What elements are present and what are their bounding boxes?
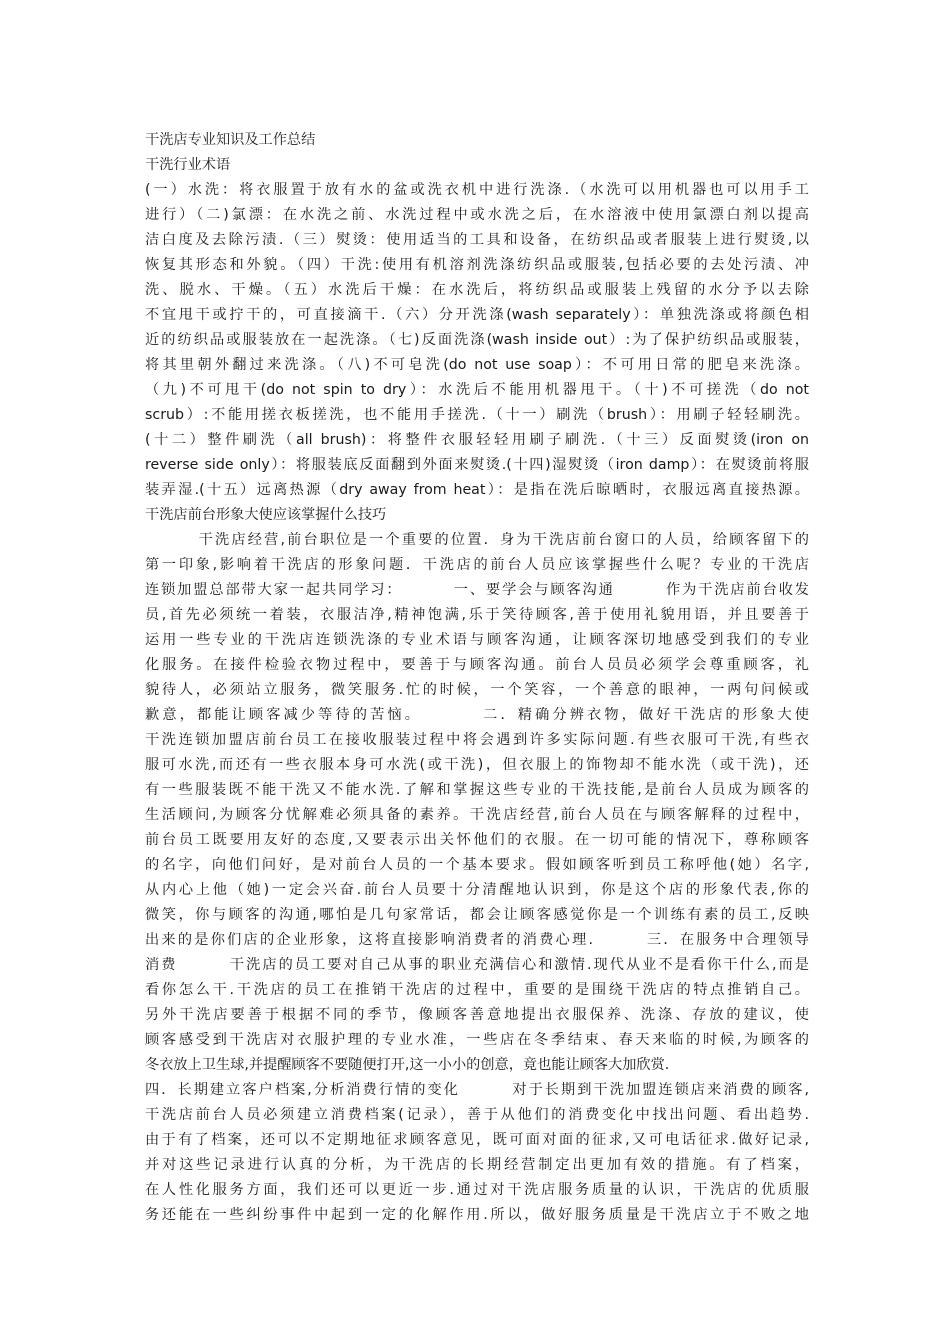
text-line: 将其里朝外翻过来洗涤。（八)不可皂洗(do not use soap）：不可用日常的肥皂来洗涤。 <box>145 357 809 373</box>
text-line: 从内心上他（她)一定会兴奋.前台人员要十分清醒地认识到，你是这个店的形象代表,你的 <box>145 882 809 898</box>
text-line: 的名字，向他们问好，是对前台人员的一个基本要求。假如顾客听到员工称呼他(她）名字, <box>145 857 809 873</box>
text-line: 运用一些专业的干洗店连锁洗涤的专业术语与顾客沟通，让顾客深切地感受到我们的专业 <box>145 632 809 648</box>
text-line: (一）水洗：将衣服置于放有水的盆或洗衣机中进行洗涤.（水洗可以用机器也可以用手工 <box>145 182 809 198</box>
text-line: reverse side only）：将服装底反面翻到外面来熨烫.(十四)湿熨烫（iron damp）：在熨烫前将服 <box>145 457 809 473</box>
text-line: 并对这些记录进行认真的分析，为干洗店的长期经营制定出更加有效的措施。有了档案， <box>145 1157 809 1173</box>
document-body <box>145 128 809 1228</box>
text-line: 四．长期建立客户档案,分析消费行情的变化 对于长期到干洗加盟连锁店来消费的顾客, <box>145 1082 809 1098</box>
text-line: 洗、脱水、干燥。（五）水洗后干燥：在水洗后，将纺织品或服装上残留的水分予以去除 <box>145 282 809 298</box>
text-line: 冬衣放上卫生球,并提醒顾客不要随便打开,这一小小的创意，竟也能让顾客大加欣赏. <box>145 1057 670 1073</box>
text-line: 恢复其形态和外貌。（四）干洗:使用有机溶剂洗涤纺织品或服装,包括必要的去处污渍、冲 <box>145 257 809 273</box>
text-line: 歉意，都能让顾客减少等待的苦恼。 二．精确分辨衣物，做好干洗店的形象大使 <box>145 707 809 723</box>
section-heading: 干洗店前台形象大使应该掌握什么技巧 <box>145 507 387 523</box>
text-line: 有一些服装既不能干洗又不能水洗.了解和掌握这些专业的干洗技能,是前台人员成为顾客的 <box>145 782 809 798</box>
text-line: （九)不可甩干(do not spin to dry）：水洗后不能用机器甩干。（十)不可搓洗（do not <box>145 382 809 398</box>
section-heading: 干洗行业术语 <box>145 157 231 173</box>
text-line: 洁白度及去除污渍.（三）熨烫：使用适当的工具和设备，在纺织品或者服装上进行熨烫,以 <box>145 232 809 248</box>
text-line: 务还能在一些纠纷事件中起到一定的化解作用.所以，做好服务质量是干洗店立于不败之地 <box>145 1207 809 1223</box>
text-line: 貌待人，必须站立服务，微笑服务.忙的时候，一个笑容，一个善意的眼神，一两句问候或 <box>145 682 809 698</box>
text-line: 连锁加盟总部带大家一起共同学习： 一、要学会与顾客沟通 作为干洗店前台收发 <box>145 582 809 598</box>
text-line: 看你怎么干.干洗店的员工在推销干洗店的过程中，重要的是围绕干洗店的特点推销自己。 <box>145 982 809 998</box>
text-line: scrub）:不能用搓衣板搓洗，也不能用手搓洗.（十一）刷洗（brush）：用刷子轻轻刷洗。 <box>145 407 809 423</box>
text-line: 消费 干洗店的员工要对自己从事的职业充满信心和激情.现代从业不是看你干什么,而是 <box>145 957 809 973</box>
text-line: 装弄湿.(十五）远离热源（dry away from heat）：是指在洗后晾晒时，衣服远离直接热源。 <box>145 482 809 498</box>
text-line: 服可水洗,而还有一些衣服本身可水洗(或干洗)，但衣服上的饰物却不能水洗（或干洗)，还 <box>145 757 809 773</box>
text-line: 干洗店经营,前台职位是一个重要的位置．身为干洗店前台窗口的人员，给顾客留下的 <box>145 532 809 548</box>
text-line: 前台员工既要用友好的态度,又要表示出关怀他们的衣服。在一切可能的情况下，尊称顾客 <box>145 832 809 848</box>
text-line: 干洗店前台人员必须建立消费档案(记录），善于从他们的消费变化中找出问题、看出趋势. <box>145 1107 809 1123</box>
text-line: 第一印象,影响着干洗店的形象问题．干洗店的前台人员应该掌握些什么呢？专业的干洗店 <box>145 557 809 573</box>
text-line: 不宜甩干或拧干的，可直接滴干.（六）分开洗涤(wash separately）：单独洗涤或将颜色相 <box>145 307 809 323</box>
text-line: 顾客感受到干洗店对衣服护理的专业水准，一些店在冬季结束、春天来临的时候,为顾客的 <box>145 1032 809 1048</box>
text-line: 由于有了档案，还可以不定期地征求顾客意见，既可面对面的征求,又可电话征求.做好记录, <box>145 1132 809 1148</box>
text-line: 员,首先必须统一着装，衣服洁净,精神饱满,乐于笑待顾客,善于使用礼貌用语，并且要善于 <box>145 607 809 623</box>
text-line: 出来的是你们店的企业形象，这将直接影响消费者的消费心理. 三．在服务中合理领导 <box>145 932 809 948</box>
text-line: 化服务。在接件检验衣物过程中，要善于与顾客沟通。前台人员员必须学会尊重顾客，礼 <box>145 657 809 673</box>
text-line: 在人性化服务方面，我们还可以更近一步.通过对干洗店服务质量的认识，干洗店的优质服 <box>145 1182 809 1198</box>
text-line: 近的纺织品或服装放在一起洗涤。（七)反面洗涤(wash inside out）:为了保护纺织品或服装， <box>145 332 809 348</box>
text-line: 生活顾问,为顾客分忧解难必须具备的素养。干洗店经营,前台人员在与顾客解释的过程中， <box>145 807 809 823</box>
text-line: 干洗连锁加盟店前台员工在接收服装过程中将会遇到许多实际问题.有些衣服可干洗,有些衣 <box>145 732 809 748</box>
document-title: 干洗店专业知识及工作总结 <box>145 132 316 148</box>
text-line: 进行）（二)氯漂：在水洗之前、水洗过程中或水洗之后，在水溶液中使用氯漂白剂以提高 <box>145 207 809 223</box>
text-line: (十二）整件刷洗（all brush)：将整件衣服轻轻用刷子刷洗.（十三）反面熨烫(iron on <box>145 432 809 448</box>
text-line: 另外干洗店要善于根据不同的季节，像顾客善意地提出衣服保养、洗涤、存放的建议，使 <box>145 1007 809 1023</box>
text-line: 微笑，你与顾客的沟通,哪怕是几句家常话，都会让顾客感觉你是一个训练有素的员工,反映 <box>145 907 809 923</box>
